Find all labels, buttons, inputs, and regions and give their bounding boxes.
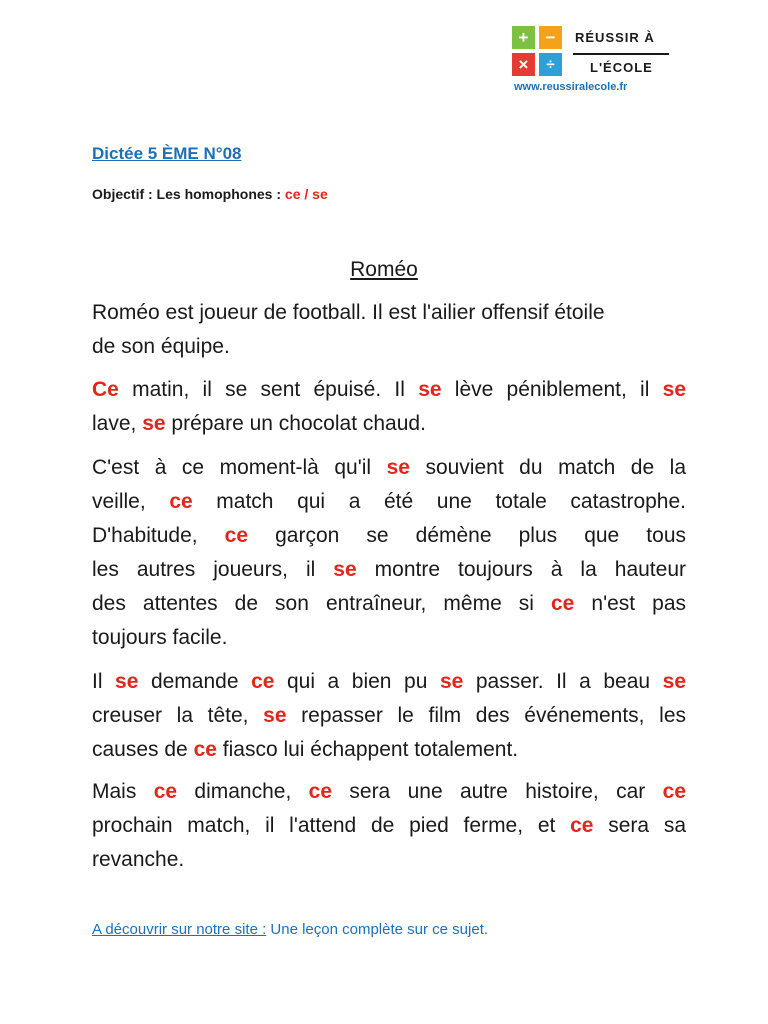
text-line: des attentes de son entraîneur, même si ce n'est pas	[92, 592, 686, 615]
homophone-ce: ce	[251, 670, 275, 693]
story-title: Roméo	[350, 258, 418, 281]
objective-separator: /	[300, 186, 313, 202]
text-line: Mais ce dimanche, ce sera une autre histoire, car ce	[92, 780, 686, 803]
homophone-se: se	[115, 670, 139, 693]
paragraph-4	[92, 665, 686, 767]
homophone-ce: ce	[224, 524, 249, 547]
text-line: C'est à ce moment-là qu'il se souvient du match de la	[92, 456, 686, 479]
text-line: causes de ce fiasco lui échappent totalement.	[92, 738, 519, 761]
homophone-se: se	[662, 378, 686, 401]
text-line: prochain match, il l'attend de pied ferme, et ce sera sa	[92, 814, 687, 837]
paragraph-3	[92, 451, 686, 655]
homophone-ce: ce	[308, 780, 333, 803]
paragraph-2	[92, 373, 686, 441]
page-title: Dictée 5 ÈME N°08	[92, 144, 242, 163]
homophone-se: se	[333, 558, 357, 581]
logo-text-line2: L'ÉCOLE	[590, 60, 653, 75]
text-line: lave, se prépare un chocolat chaud.	[92, 412, 426, 435]
homophone-ce: ce	[570, 814, 594, 837]
text-line: Roméo est joueur de football. Il est l'ailier offensif étoile	[92, 301, 605, 324]
homophone-ce: ce	[551, 592, 575, 615]
homophone-ce: ce	[193, 738, 217, 761]
footer	[92, 921, 488, 938]
homophone-ce: Ce	[92, 378, 119, 401]
minus-icon: −	[539, 26, 562, 49]
homophone-se: se	[418, 378, 442, 401]
homophone-se: se	[386, 456, 410, 479]
homophone-ce: ce	[153, 780, 178, 803]
objective-label: Objectif : Les homophones :	[92, 186, 285, 202]
divide-icon: ÷	[539, 53, 562, 76]
text-line: D'habitude, ce garçon se démène plus que tous	[92, 524, 687, 547]
footer-link[interactable]: A découvrir sur notre site :	[92, 921, 267, 938]
paragraph-5	[92, 775, 686, 877]
text-line: Ce matin, il se sent épuisé. Il se lève péniblement, il se	[92, 378, 686, 401]
paragraph-1	[92, 296, 686, 364]
text-line: Il se demande ce qui a bien pu se passer. Il a beau se	[92, 670, 686, 693]
homophone-se: se	[142, 412, 166, 435]
logo-url[interactable]: www.reussiralecole.fr	[514, 81, 628, 93]
homophone-se: se	[439, 670, 464, 693]
logo-divider	[573, 53, 669, 55]
logo-grid	[512, 26, 564, 78]
homophone-ce: ce	[662, 780, 686, 803]
plus-icon: +	[512, 26, 535, 49]
text-line: veille, ce match qui a été une totale catastrophe.	[92, 490, 687, 513]
site-logo	[512, 26, 682, 96]
homophone-ce: ce	[169, 490, 193, 513]
logo-text-line1: RÉUSSIR À	[575, 30, 655, 45]
homophone-se: se	[263, 704, 287, 727]
text-line: creuser la tête, se repasser le film des événements, les	[92, 704, 687, 727]
text-line: les autres joueurs, il se montre toujours à la hauteur	[92, 558, 686, 581]
objective-se: se	[312, 186, 328, 202]
times-icon: ×	[512, 53, 535, 76]
footer-text[interactable]: Une leçon complète sur ce sujet.	[266, 921, 489, 938]
objective-ce: ce	[284, 186, 301, 202]
homophone-se: se	[662, 670, 686, 693]
text-line: revanche.	[92, 848, 185, 871]
text-line: toujours facile.	[92, 626, 228, 649]
objective	[92, 186, 328, 202]
text-line: de son équipe.	[92, 335, 230, 358]
